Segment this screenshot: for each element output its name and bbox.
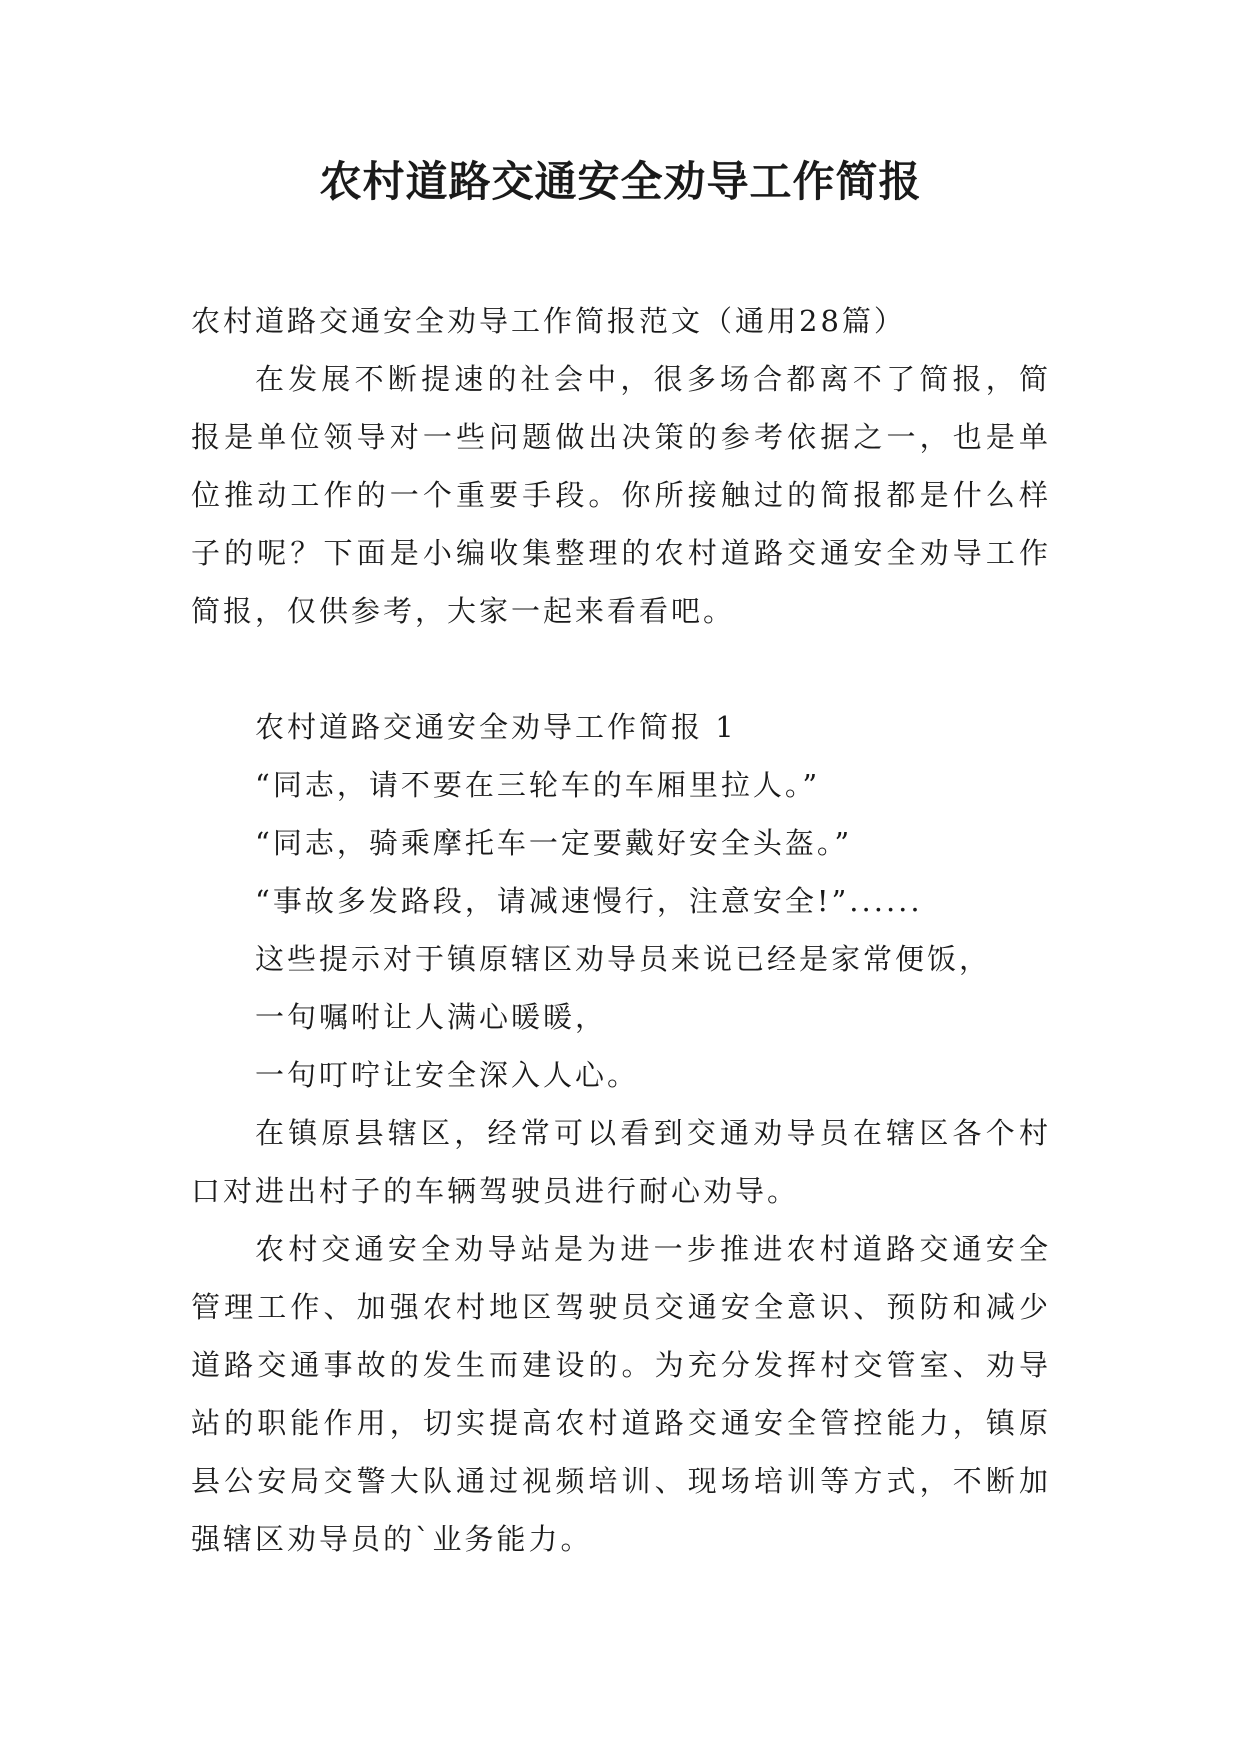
intro-paragraph: 在发展不断提速的社会中，很多场合都离不了简报，简报是单位领导对一些问题做出决策的参考依据之一，也是单位推动工作的一个重要手段。你所接触过的简报都是什么样子的呢？下面是小编收集整理的农村道路交通安全劝导工作简报，仅供参考，大家一起来看看吧。 bbox=[191, 362, 1051, 628]
document-title: 农村道路交通安全劝导工作简报 bbox=[319, 157, 922, 206]
body-paragraph: 农村交通安全劝导站是为进一步推进农村道路交通安全管理工作、加强农村地区驾驶员交通安全意识、预防和减少道路交通事故的发生而建设的。为充分发挥村交管室、劝导站的职能作用，切实提高农村道路交通安全管控能力，镇原县公安局交警大队通过视频培训、现场培训等方式，不断加强辖区劝导员的`业务能力。 bbox=[191, 1232, 1051, 1556]
quote-line: “同志，请不要在三轮车的车厢里拉人。” bbox=[255, 768, 821, 802]
text-line: 一句嘱咐让人满心暖暖， bbox=[255, 1000, 608, 1034]
quote-line: “事故多发路段，请减速慢行，注意安全!”...... bbox=[255, 884, 923, 918]
spacer bbox=[191, 640, 1051, 698]
body-paragraph: 在镇原县辖区，经常可以看到交通劝导员在辖区各个村口对进出村子的车辆驾驶员进行耐心劝导。 bbox=[191, 1116, 1051, 1208]
document-body bbox=[191, 292, 1051, 1568]
section-heading: 农村道路交通安全劝导工作简报 1 bbox=[255, 710, 737, 744]
quote-line: “同志，骑乘摩托车一定要戴好安全头盔。” bbox=[255, 826, 853, 860]
text-line: 一句叮咛让安全深入人心。 bbox=[255, 1058, 640, 1092]
text-line: 这些提示对于镇原辖区劝导员来说已经是家常便饭， bbox=[255, 942, 992, 976]
document-subtitle: 农村道路交通安全劝导工作简报范文（通用28篇） bbox=[191, 304, 906, 338]
